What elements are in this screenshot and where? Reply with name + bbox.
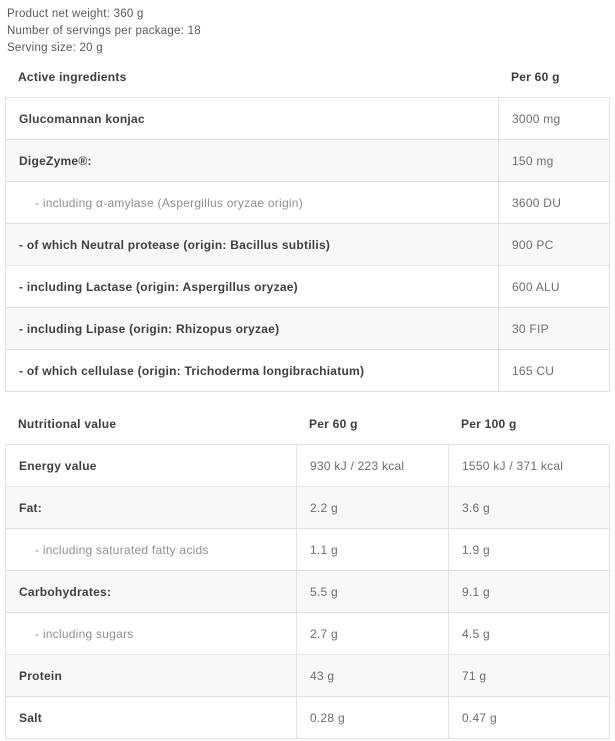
- nutrient-per-60g: 43 g: [297, 655, 449, 696]
- table-row: [6, 696, 609, 738]
- ingredient-label: - of which cellulase (origin: Trichoderma longibrachiatum): [6, 350, 499, 391]
- nutrient-per-100g: 1.9 g: [462, 542, 490, 557]
- ingredient-label: - including α-amylase (Aspergillus oryzae origin): [6, 182, 499, 223]
- nutrient-per-60g: 5.5 g: [297, 571, 449, 612]
- ingredient-value: 165 CU: [512, 363, 555, 378]
- nutrition-per-100g-header: Per 100 g: [461, 417, 517, 431]
- nutrient-label: - including sugars: [6, 613, 297, 654]
- nutrient-per-60g: 2.2 g: [297, 487, 449, 528]
- table-row: [6, 654, 609, 696]
- ingredient-value: 900 PC: [512, 237, 554, 252]
- nutrient-per-100g: 9.1 g: [462, 584, 490, 599]
- nutrient-label: Salt: [6, 697, 297, 738]
- nutrient-label: Energy value: [6, 445, 297, 486]
- ingredient-value: 3600 DU: [512, 195, 562, 210]
- ingredient-value: 600 ALU: [512, 279, 560, 294]
- nutrient-per-60g: 930 kJ / 223 kcal: [297, 445, 449, 486]
- nutrient-per-100g: 71 g: [462, 668, 487, 683]
- nutrient-per-60g: 2.7 g: [297, 613, 449, 654]
- ingredient-value: 30 FIP: [512, 321, 549, 336]
- nutritional-value-table: [5, 444, 610, 739]
- ingredient-label: Glucomannan konjac: [6, 98, 499, 139]
- table-row: [6, 307, 609, 349]
- active-ingredients-header-row: [5, 69, 610, 85]
- table-row: [6, 528, 609, 570]
- nutrient-per-60g: 0.28 g: [297, 697, 449, 738]
- nutrient-label: Fat:: [6, 487, 297, 528]
- nutrient-per-100g: 1550 kJ / 371 kcal: [462, 458, 564, 473]
- ingredient-label: - of which Neutral protease (origin: Bacillus subtilis): [6, 224, 499, 265]
- nutrient-label: Protein: [6, 655, 297, 696]
- active-per-60g-header: Per 60 g: [511, 70, 560, 84]
- ingredient-label: - including Lactase (origin: Aspergillus oryzae): [6, 266, 499, 307]
- servings-per-package: Number of servings per package: 18: [7, 25, 201, 37]
- table-row: [6, 349, 609, 391]
- table-row: [6, 139, 609, 181]
- table-row: [6, 265, 609, 307]
- nutrient-per-100g: 0.47 g: [462, 710, 497, 725]
- nutritional-value-header-row: [5, 416, 610, 432]
- table-row: [6, 612, 609, 654]
- table-row: [6, 181, 609, 223]
- table-row: [6, 486, 609, 528]
- serving-size: Serving size: 20 g: [7, 42, 103, 54]
- nutritional-value-title: Nutritional value: [18, 417, 117, 431]
- ingredient-value: 150 mg: [512, 153, 554, 168]
- table-row: [6, 98, 609, 139]
- nutrient-per-60g: 1.1 g: [297, 529, 449, 570]
- active-ingredients-title: Active ingredients: [18, 70, 127, 84]
- ingredient-label: DigeZyme®:: [6, 140, 499, 181]
- table-row: [6, 445, 609, 486]
- nutrient-per-100g: 4.5 g: [462, 626, 490, 641]
- nutrient-per-100g: 3.6 g: [462, 500, 490, 515]
- table-row: [6, 223, 609, 265]
- ingredient-value: 3000 mg: [512, 111, 561, 126]
- product-net-weight: Product net weight: 360 g: [7, 8, 144, 20]
- nutrient-label: Carbohydrates:: [6, 571, 297, 612]
- product-meta-block: [5, 6, 610, 57]
- table-row: [6, 570, 609, 612]
- nutrition-per-60g-header: Per 60 g: [309, 417, 358, 431]
- active-ingredients-table: [5, 97, 610, 392]
- nutrient-label: - including saturated fatty acids: [6, 529, 297, 570]
- ingredient-label: - including Lipase (origin: Rhizopus oryzae): [6, 308, 499, 349]
